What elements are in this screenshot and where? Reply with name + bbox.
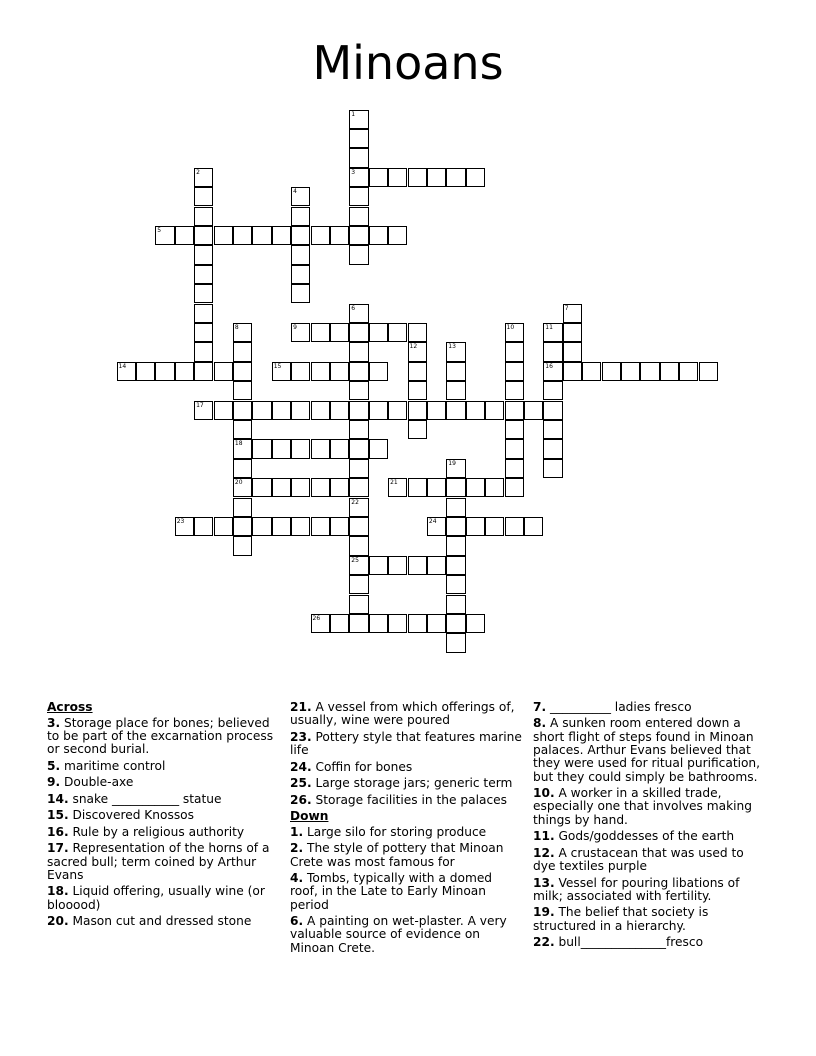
grid-cell[interactable]: [194, 245, 213, 264]
grid-cell-15[interactable]: [272, 362, 291, 381]
grid-cell[interactable]: [388, 168, 407, 187]
clue-number: 24.: [290, 759, 312, 774]
cell-number: 3: [351, 168, 356, 176]
down-clue: [533, 906, 769, 933]
grid-cell[interactable]: [291, 478, 310, 497]
grid-cell[interactable]: [679, 362, 698, 381]
clue-text: Representation of the horns of a sacred bull; term coined by Arthur Evans: [47, 841, 270, 882]
grid-cell[interactable]: [427, 401, 446, 420]
cell-number: 5: [157, 226, 162, 234]
down-clue: [533, 717, 769, 783]
grid-cell[interactable]: [563, 323, 582, 342]
grid-cell[interactable]: [349, 517, 368, 536]
clue-number: 15.: [47, 808, 69, 823]
grid-cell[interactable]: [330, 517, 349, 536]
grid-cell[interactable]: [194, 265, 213, 284]
grid-cell[interactable]: [369, 556, 388, 575]
grid-cell[interactable]: [505, 478, 524, 497]
clue-column-1: [47, 701, 277, 932]
across-clue: [290, 777, 522, 790]
grid-cell[interactable]: [349, 536, 368, 555]
clue-text: Large silo for storing produce: [303, 824, 487, 839]
grid-cell[interactable]: [408, 381, 427, 400]
clue-number: 21.: [290, 700, 312, 714]
cell-number: 2: [196, 168, 200, 176]
cell-number: 7: [564, 304, 569, 312]
grid-cell[interactable]: [311, 401, 330, 420]
grid-cell[interactable]: [466, 168, 485, 187]
grid-cell[interactable]: [660, 362, 679, 381]
clue-number: 10.: [533, 786, 555, 801]
clue-number: 9.: [47, 775, 61, 790]
grid-cell[interactable]: [427, 168, 446, 187]
grid-cell[interactable]: [349, 439, 368, 458]
clue-text: Rule by a religious authority: [68, 824, 245, 839]
grid-cell[interactable]: [252, 439, 271, 458]
grid-cell[interactable]: [330, 401, 349, 420]
across-clue: [47, 885, 277, 912]
grid-cell[interactable]: [485, 401, 504, 420]
across-heading: Across: [47, 700, 93, 714]
clue-number: 5.: [47, 758, 61, 773]
grid-cell-6[interactable]: [349, 304, 368, 323]
clue-number: 6.: [290, 914, 304, 929]
clue-text: A crustacean that was used to dye textiles purple: [533, 845, 744, 874]
grid-cell[interactable]: [408, 323, 427, 342]
grid-cell[interactable]: [252, 478, 271, 497]
grid-cell-19[interactable]: [446, 459, 465, 478]
grid-cell-13[interactable]: [446, 342, 465, 361]
grid-cell[interactable]: [543, 459, 562, 478]
grid-cell[interactable]: [505, 459, 524, 478]
grid-cell[interactable]: [563, 362, 582, 381]
cell-number: 4: [293, 188, 297, 196]
grid-cell-11[interactable]: [543, 323, 562, 342]
down-heading: Down: [290, 809, 329, 824]
grid-cell[interactable]: [582, 362, 601, 381]
down-clue: [533, 701, 769, 714]
grid-cell[interactable]: [563, 342, 582, 361]
grid-cell[interactable]: [194, 304, 213, 323]
grid-cell-23[interactable]: [175, 517, 194, 536]
grid-cell-21[interactable]: [388, 478, 407, 497]
grid-cell[interactable]: [485, 517, 504, 536]
clue-text: bull______________fresco: [554, 935, 704, 950]
clue-text: Discovered Knossos: [68, 808, 194, 823]
down-clue: [290, 872, 522, 912]
grid-cell[interactable]: [446, 517, 465, 536]
cell-number: 1: [351, 110, 356, 118]
across-clue: [47, 809, 277, 822]
across-clue: [47, 760, 277, 773]
down-clue: [533, 877, 769, 904]
clue-text: Gods/goddesses of the earth: [554, 829, 735, 844]
grid-cell[interactable]: [349, 459, 368, 478]
cell-number: 10: [506, 323, 515, 331]
grid-cell[interactable]: [233, 362, 252, 381]
grid-cell-16[interactable]: [543, 362, 562, 381]
clue-number: 3.: [47, 715, 61, 730]
grid-cell[interactable]: [388, 556, 407, 575]
grid-cell[interactable]: [427, 556, 446, 575]
grid-cell[interactable]: [252, 517, 271, 536]
grid-cell[interactable]: [272, 478, 291, 497]
cell-number: 8: [234, 323, 239, 331]
grid-cell[interactable]: [349, 245, 368, 264]
grid-cell[interactable]: [505, 439, 524, 458]
clue-text: Pottery style that features marine life: [290, 729, 522, 758]
down-clue: [533, 787, 769, 827]
clue-text: Coffin for bones: [311, 759, 413, 774]
grid-cell[interactable]: [446, 498, 465, 517]
grid-cell[interactable]: [349, 401, 368, 420]
clue-number: 20.: [47, 914, 69, 929]
grid-cell[interactable]: [233, 401, 252, 420]
grid-cell[interactable]: [369, 226, 388, 245]
grid-cell[interactable]: [640, 362, 659, 381]
cell-number: 20: [234, 479, 243, 487]
grid-cell-10[interactable]: [505, 323, 524, 342]
clue-text: Storage place for bones; believed to be part of the excarnation process or second burial.: [47, 715, 274, 757]
grid-cell[interactable]: [214, 401, 233, 420]
grid-cell[interactable]: [214, 362, 233, 381]
grid-cell[interactable]: [155, 362, 174, 381]
across-clue: [290, 794, 522, 807]
grid-cell[interactable]: [408, 478, 427, 497]
grid-cell[interactable]: [369, 323, 388, 342]
cell-number: 19: [448, 459, 456, 467]
grid-cell[interactable]: [233, 381, 252, 400]
grid-cell-4[interactable]: [291, 187, 310, 206]
grid-cell-2[interactable]: [194, 168, 213, 187]
grid-cell[interactable]: [505, 362, 524, 381]
grid-cell[interactable]: [194, 517, 213, 536]
cell-number: 18: [234, 440, 243, 448]
grid-cell[interactable]: [388, 614, 407, 633]
grid-cell[interactable]: [349, 129, 368, 148]
clue-number: 16.: [47, 824, 69, 839]
grid-cell[interactable]: [291, 226, 310, 245]
grid-cell[interactable]: [446, 478, 465, 497]
across-clue: [47, 915, 277, 928]
grid-cell[interactable]: [233, 498, 252, 517]
grid-cell[interactable]: [408, 556, 427, 575]
grid-cell[interactable]: [369, 614, 388, 633]
grid-cell[interactable]: [602, 362, 621, 381]
grid-cell[interactable]: [505, 381, 524, 400]
grid-cell[interactable]: [311, 226, 330, 245]
grid-cell[interactable]: [291, 245, 310, 264]
clue-number: 26.: [290, 792, 312, 807]
cell-number: 11: [545, 323, 553, 331]
grid-cell[interactable]: [524, 401, 543, 420]
grid-cell[interactable]: [349, 478, 368, 497]
clue-text: __________ ladies fresco: [546, 700, 692, 714]
grid-cell[interactable]: [543, 439, 562, 458]
grid-cell[interactable]: [505, 517, 524, 536]
grid-cell[interactable]: [446, 595, 465, 614]
cell-number: 6: [351, 304, 356, 312]
grid-cell[interactable]: [311, 439, 330, 458]
grid-cell[interactable]: [505, 420, 524, 439]
clue-text: maritime control: [60, 758, 166, 773]
grid-cell[interactable]: [194, 207, 213, 226]
grid-cell[interactable]: [291, 401, 310, 420]
cell-number: 9: [293, 323, 297, 331]
grid-cell[interactable]: [408, 168, 427, 187]
grid-cell[interactable]: [466, 614, 485, 633]
clue-text: A worker in a skilled trade, especially one that involves making things by hand.: [533, 786, 753, 827]
grid-cell[interactable]: [446, 168, 465, 187]
grid-cell[interactable]: [291, 439, 310, 458]
grid-cell[interactable]: [311, 362, 330, 381]
grid-cell[interactable]: [233, 459, 252, 478]
grid-cell[interactable]: [408, 362, 427, 381]
grid-cell[interactable]: [466, 478, 485, 497]
grid-cell-3[interactable]: [349, 168, 368, 187]
grid-cell[interactable]: [505, 342, 524, 361]
clue-text: Vessel for pouring libations of milk; associated with fertility.: [533, 875, 740, 903]
grid-cell[interactable]: [175, 226, 194, 245]
cell-number: 17: [196, 401, 204, 409]
grid-cell[interactable]: [446, 575, 465, 594]
clue-text: The style of pottery that Minoan Crete was most famous for: [290, 841, 504, 869]
grid-cell[interactable]: [330, 226, 349, 245]
grid-cell[interactable]: [252, 226, 271, 245]
cell-number: 21: [390, 479, 398, 487]
clue-column-3: [533, 701, 769, 953]
grid-cell[interactable]: [543, 420, 562, 439]
across-clue: [47, 776, 277, 789]
grid-cell[interactable]: [388, 323, 407, 342]
clue-text: A sunken room entered down a short flight of steps found in Minoan palaces. Arthur Evans believed that they were used for ritual purification, but they could simply be bathrooms.: [533, 716, 761, 784]
across-clue: [290, 701, 522, 728]
grid-cell[interactable]: [446, 614, 465, 633]
grid-cell[interactable]: [543, 381, 562, 400]
cell-number: 16: [545, 362, 553, 370]
cell-number: 22: [351, 498, 359, 506]
grid-cell[interactable]: [349, 595, 368, 614]
clue-number: 17.: [47, 841, 69, 856]
grid-cell[interactable]: [194, 284, 213, 303]
grid-cell[interactable]: [446, 633, 465, 652]
clue-text: snake ___________ statue: [68, 791, 222, 806]
across-clue: [47, 793, 277, 806]
grid-cell[interactable]: [330, 362, 349, 381]
grid-cell-25[interactable]: [349, 556, 368, 575]
clue-text: Liquid offering, usually wine (or blooood): [47, 884, 265, 912]
grid-cell[interactable]: [214, 517, 233, 536]
grid-cell[interactable]: [233, 517, 252, 536]
cell-number: 14: [118, 362, 127, 370]
across-clue: [47, 717, 277, 757]
grid-cell[interactable]: [330, 478, 349, 497]
clue-number: 13.: [533, 875, 555, 890]
clue-number: 8.: [533, 716, 547, 731]
grid-cell[interactable]: [543, 401, 562, 420]
clue-number: 12.: [533, 845, 555, 860]
grid-cell[interactable]: [311, 478, 330, 497]
grid-cell[interactable]: [699, 362, 718, 381]
grid-cell[interactable]: [291, 362, 310, 381]
down-clue: [290, 842, 522, 869]
grid-cell[interactable]: [524, 517, 543, 536]
grid-cell-18[interactable]: [233, 439, 252, 458]
grid-cell-24[interactable]: [427, 517, 446, 536]
grid-cell[interactable]: [505, 401, 524, 420]
grid-cell[interactable]: [330, 323, 349, 342]
grid-cell[interactable]: [349, 575, 368, 594]
clue-number: 11.: [533, 829, 555, 844]
clue-number: 7.: [533, 700, 547, 714]
grid-cell[interactable]: [175, 362, 194, 381]
down-clue: [290, 826, 522, 839]
grid-cell[interactable]: [233, 342, 252, 361]
cell-number: 24: [428, 517, 437, 525]
clue-number: 2.: [290, 841, 304, 856]
clue-number: 22.: [533, 935, 555, 950]
down-clue: [533, 830, 769, 843]
cell-number: 12: [409, 343, 418, 351]
grid-cell-22[interactable]: [349, 498, 368, 517]
grid-cell[interactable]: [233, 536, 252, 555]
clue-text: Large storage jars; generic term: [311, 776, 513, 791]
grid-cell[interactable]: [369, 439, 388, 458]
grid-cell-17[interactable]: [194, 401, 213, 420]
grid-cell[interactable]: [427, 478, 446, 497]
clue-number: 23.: [290, 729, 312, 744]
grid-cell[interactable]: [408, 420, 427, 439]
clue-text: Tombs, typically with a domed roof, in the Late to Early Minoan period: [290, 871, 493, 912]
grid-cell[interactable]: [427, 614, 446, 633]
grid-cell[interactable]: [194, 323, 213, 342]
across-clue: [47, 842, 277, 882]
grid-cell[interactable]: [446, 556, 465, 575]
clue-number: 4.: [290, 871, 304, 886]
grid-cell[interactable]: [349, 187, 368, 206]
grid-cell[interactable]: [349, 226, 368, 245]
grid-cell-12[interactable]: [408, 342, 427, 361]
grid-cell[interactable]: [349, 362, 368, 381]
clue-text: Storage facilities in the palaces: [311, 792, 507, 807]
across-clue: [290, 731, 522, 758]
grid-cell[interactable]: [349, 323, 368, 342]
cell-number: 26: [312, 614, 321, 622]
clue-number: 19.: [533, 905, 555, 920]
clue-text: A vessel from which offerings of, usually, wine were poured: [290, 700, 515, 728]
grid-cell[interactable]: [369, 362, 388, 381]
grid-cell[interactable]: [272, 439, 291, 458]
clue-number: 25.: [290, 776, 312, 791]
grid-cell[interactable]: [291, 284, 310, 303]
grid-cell[interactable]: [388, 226, 407, 245]
grid-cell[interactable]: [485, 478, 504, 497]
grid-cell[interactable]: [194, 362, 213, 381]
grid-cell[interactable]: [233, 420, 252, 439]
grid-cell[interactable]: [194, 342, 213, 361]
cell-number: 15: [273, 362, 282, 370]
grid-cell[interactable]: [272, 517, 291, 536]
grid-cell[interactable]: [136, 362, 155, 381]
grid-cell[interactable]: [349, 148, 368, 167]
clue-column-2: [290, 701, 522, 958]
grid-cell[interactable]: [369, 401, 388, 420]
clue-text: Double-axe: [60, 775, 134, 790]
grid-cell[interactable]: [194, 226, 213, 245]
grid-cell[interactable]: [408, 401, 427, 420]
grid-cell-14[interactable]: [117, 362, 136, 381]
cell-number: 25: [351, 556, 359, 564]
clue-text: Mason cut and dressed stone: [68, 914, 252, 929]
grid-cell[interactable]: [214, 226, 233, 245]
grid-cell-5[interactable]: [155, 226, 174, 245]
grid-cell[interactable]: [446, 536, 465, 555]
grid-cell-8[interactable]: [233, 323, 252, 342]
clue-number: 18.: [47, 884, 69, 899]
grid-cell[interactable]: [446, 362, 465, 381]
across-clue: [47, 826, 277, 839]
grid-cell[interactable]: [466, 401, 485, 420]
cell-number: 13: [448, 343, 456, 351]
grid-cell[interactable]: [291, 517, 310, 536]
grid-cell[interactable]: [349, 614, 368, 633]
clue-text: The belief that society is structured in a hierarchy.: [533, 905, 709, 933]
grid-cell[interactable]: [543, 342, 562, 361]
grid-cell[interactable]: [330, 439, 349, 458]
cell-number: 23: [176, 517, 185, 525]
grid-cell[interactable]: [388, 401, 407, 420]
across-clue: [290, 761, 522, 774]
grid-cell[interactable]: [194, 187, 213, 206]
clue-number: 1.: [290, 824, 304, 839]
grid-cell[interactable]: [408, 614, 427, 633]
down-clue: [533, 847, 769, 874]
grid-cell[interactable]: [446, 401, 465, 420]
grid-cell[interactable]: [369, 168, 388, 187]
grid-cell[interactable]: [311, 323, 330, 342]
grid-cell[interactable]: [446, 381, 465, 400]
down-clue: [290, 915, 522, 955]
grid-cell[interactable]: [330, 614, 349, 633]
grid-cell[interactable]: [466, 517, 485, 536]
down-clue: [533, 936, 769, 949]
puzzle-title: Minoans: [312, 36, 504, 90]
grid-cell-26[interactable]: [311, 614, 330, 633]
grid-cell[interactable]: [621, 362, 640, 381]
grid-cell[interactable]: [349, 207, 368, 226]
grid-cell[interactable]: [349, 381, 368, 400]
grid-cell-20[interactable]: [233, 478, 252, 497]
grid-cell[interactable]: [291, 265, 310, 284]
grid-cell[interactable]: [349, 342, 368, 361]
grid-cell[interactable]: [311, 517, 330, 536]
grid-cell[interactable]: [349, 420, 368, 439]
grid-cell-9[interactable]: [291, 323, 310, 342]
grid-cell-1[interactable]: [349, 110, 368, 129]
grid-cell-7[interactable]: [563, 304, 582, 323]
grid-cell[interactable]: [272, 226, 291, 245]
grid-cell[interactable]: [233, 226, 252, 245]
grid-cell[interactable]: [291, 207, 310, 226]
clue-text: A painting on wet-plaster. A very valuable source of evidence on Minoan Crete.: [290, 914, 507, 955]
grid-cell[interactable]: [272, 401, 291, 420]
clue-number: 14.: [47, 791, 69, 806]
grid-cell[interactable]: [252, 401, 271, 420]
